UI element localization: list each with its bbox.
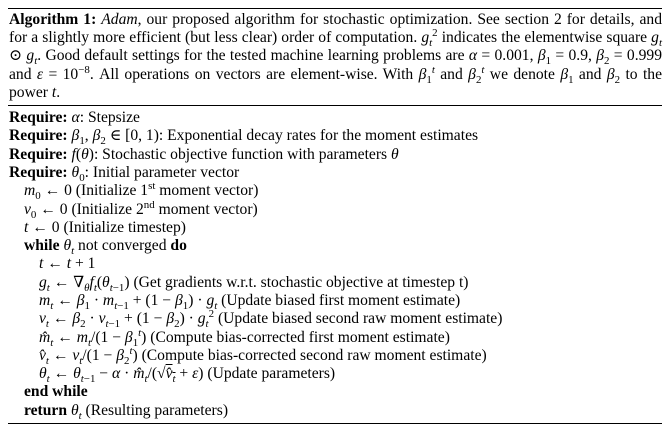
loop-comment: (Compute bias-corrected first moment estimate) <box>150 328 450 346</box>
end-while-keyword: end while <box>24 383 88 401</box>
require-text: : Exponential decay rates for the moment estimates <box>158 127 479 145</box>
algorithm-body <box>8 106 662 423</box>
require-keyword: Require: <box>9 163 68 181</box>
loop-second-moment: $v_t$ ← $\beta_2 \cdot v_{t-1} + (1 - \beta_2) \cdot g_t^2$ (Update biased second raw moment estimate) <box>39 308 503 331</box>
return-keyword: return <box>24 401 68 419</box>
loop-comment: (Compute bias-corrected second raw moment estimate) <box>141 346 487 364</box>
require-text: : Stepsize <box>79 109 140 127</box>
loop-bias-corrected-first: $m̂_t$ ← $m_t/(1 - \beta_1^t)$ (Compute bias-corrected first moment estimate) <box>39 326 450 349</box>
algorithm-name: Adam <box>101 11 138 28</box>
loop-gradient: $g_t$ ← $\nabla_\theta f_t(\theta_{t-1})$ (Get gradients w.r.t. stochastic objective at timestep t) <box>39 273 469 294</box>
require-objective: Require: f(θ): Stochastic objective function with parameters θ <box>9 145 399 163</box>
loop-comment: (Update biased second raw moment estimate) <box>217 310 503 328</box>
require-initial-params: Require: $\theta_0$: Initial parameter vector <box>9 163 240 185</box>
require-keyword: Require: <box>9 109 68 127</box>
loop-comment: (Update parameters) <box>207 365 336 383</box>
require-keyword: Require: <box>9 145 68 163</box>
do-keyword: do <box>170 237 187 255</box>
init-timestep: t ← 0 (Initialize timestep) <box>24 218 186 236</box>
while-header: while $\theta_t$ not converged do <box>24 237 187 258</box>
return-line: return $\theta_t$ (Resulting parameters) <box>24 401 229 422</box>
require-keyword: Require: <box>9 127 68 145</box>
init-second-moment: $v_0$ ← 0 (Initialize 2nd moment vector) <box>24 198 258 221</box>
require-text: : Initial parameter vector <box>84 163 240 181</box>
algorithm-box <box>8 8 662 424</box>
require-param: α <box>71 109 80 127</box>
loop-bias-corrected-second: $v̂_t$ ← $v_t/(1 - \beta_2^t)$ (Compute bias-corrected second raw moment estimate) <box>39 344 487 367</box>
loop-comment: (Update biased first moment estimate) <box>221 291 461 309</box>
loop-comment: (Get gradients w.r.t. stochastic objective at timestep t) <box>133 273 469 291</box>
loop-update-params: $\theta_t$ ← $\theta_{t-1} - \alpha$ · $m̂_t/(√v̂_t + \varepsilon)$ (Update parameters) <box>39 365 336 386</box>
algorithm-label: Algorithm 1: <box>9 11 97 28</box>
end-while <box>9 383 662 401</box>
algorithm-caption: Algorithm 1: Adam, our proposed algorithm for stochastic optimization. See section 2 for details, and for a slightly more efficient (but less clear) order of computation. $g_t^2$ indicates the elementwise square $g_t$ ⊙ $g_t$. Good default settings for the tested machine learning problems are α = 0.001, $\beta_1 = 0.9$, $\beta_2 = 0.999$ and $\varepsilon = 10^{-8}$. All operations on vectors are element-wise. With $\beta_1^t$ and $\beta_2^t$ we denote $\beta_1$ and $\beta_2$ to the power t. <box>8 9 662 106</box>
while-keyword: while <box>24 237 60 255</box>
return-comment: (Resulting parameters) <box>85 401 229 419</box>
loop-first-moment: $m_t$ ← $\beta_1 \cdot m_{t-1} + (1 - \beta_1) \cdot g_t$ (Update biased first moment estimate) <box>39 291 461 313</box>
require-decay-rates: Require: $\beta_1$, $\beta_2$ ∈ [0, 1): Exponential decay rates for the moment estimates <box>9 127 479 148</box>
init-comment: (Initialize timestep) <box>63 218 186 236</box>
init-first-moment: $m_0$ ← 0 (Initialize 1st moment vector) <box>24 180 259 203</box>
loop-increment-t: t ← t + 1 <box>39 255 96 273</box>
require-stepsize <box>9 109 662 127</box>
